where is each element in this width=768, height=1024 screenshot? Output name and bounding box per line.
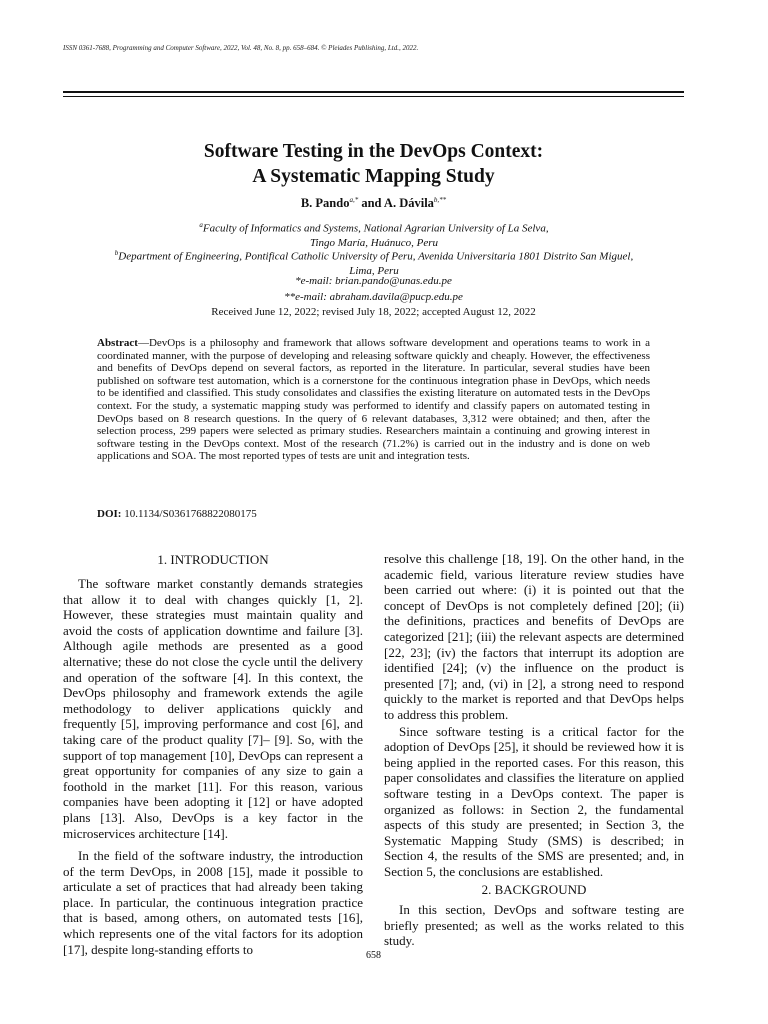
received-dates: Received June 12, 2022; revised July 18, 2022; accepted August 12, 2022	[211, 306, 536, 318]
intro-paragraph-1: The software market constantly demands strategies that allow it to deal with changes quickly [1, 2]. However, these strategies must maintain quality and avoid the costs of application downtime and failure [3]. Although agile methods are presented as a good alternative; these do not close the cycle until the delivery and operation of the software [4]. In this context, the DevOps philosophy and framework extends the agile methodology to deliver applications quickly and frequently [5], improving performance and cost [6], and taking care of the product quality [7]– [9]. So, with the support of top management [10], DevOps can represent a great opportunity for companies of any size to gain a foothold in the market [11]. For this reason, various companies have been adopting it [12] or have adopted plans [13]. Also, DevOps is a key factor in the microservices architecture [14].	[63, 576, 363, 841]
author-conjunction: and	[358, 196, 384, 211]
affiliation-b-line-1: Department of Engineering, Pontifical Catholic University of Peru, Avenida Universitaria 1801 Distrito San Miguel,	[118, 250, 634, 263]
paper-title-line-2: A Systematic Mapping Study	[252, 166, 495, 187]
left-column	[63, 576, 363, 957]
journal-citation-line: ISSN 0361-7688, Programming and Computer Software, 2022, Vol. 48, No. 8, pp. 658–684. © Pleiades Publishing, Ltd., 2022.	[63, 44, 419, 52]
right-column	[384, 551, 684, 879]
affiliation-b-line-2: Lima, Peru	[349, 264, 399, 277]
paper-title-line-1: Software Testing in the DevOps Context:	[203, 141, 544, 162]
doi-label: DOI:	[97, 508, 122, 520]
page-number: 658	[366, 950, 381, 961]
affiliation-a-line-1: Faculty of Informatics and Systems, National Agrarian University of La Selva,	[202, 222, 549, 235]
affiliation-a-line-2: Tingo María, Huánuco, Peru	[309, 236, 439, 249]
intro-paragraph-3: Since software testing is a critical factor for the adoption of DevOps [25], it should be reviewed how it is being applied in the reported cases. For this reason, this paper consolidates and classifies the literature on applied software testing in a DevOps context. The paper is organized as follows: in Section 2, the fundamental aspects of this study are presented; in Section 3, the Systematic Mapping Study (SMS) is described; in Section 4, the results of the SMS are presented; and, in Section 5, the conclusions are established.	[384, 723, 684, 879]
background-paragraph-1: In this section, DevOps and software testing are briefly presented; as well as the works related to this study.	[384, 902, 684, 949]
author-2-mark: b,**	[433, 196, 447, 204]
background-text	[384, 902, 684, 949]
abstract-label: Abstract	[97, 337, 138, 349]
abstract	[97, 337, 650, 463]
author-list	[63, 196, 684, 211]
doi	[97, 508, 650, 520]
author-2-email: **e-mail: abraham.davila@pucp.edu.pe	[284, 291, 463, 303]
affiliation-b-mark: b	[114, 249, 119, 257]
author-1-email: *e-mail: brian.pando@unas.edu.pe	[295, 275, 452, 287]
affiliation-a	[40, 218, 708, 250]
intro-paragraph-2-continued: resolve this challenge [18, 19]. On the other hand, in the academic field, various literature review studies have been carried out where: (i) it is pointed out that the concept of DevOps is not completely defined [20]; (ii) the definitions, practices and benefits of DevOps are categorized [21]; (iii) the relevant aspects are determined [22, 23]; (iv) the factors that interrupt its adoption are identified [24]; (v) the influence on the product is presented [7]; and, (vi) in [2], a strong need to respond quickly to the market is reported and that DevOps helps to address this problem.	[384, 551, 684, 722]
section-2-heading: 2. BACKGROUND	[481, 882, 587, 897]
section-1-heading: 1. INTRODUCTION	[157, 552, 269, 567]
author-1-mark: a,*	[349, 196, 359, 204]
abstract-text: —DevOps is a philosophy and framework that allows software development and operations teams to work in a coordinated manner, with the purpose of developing and releasing software quickly and cheaply. However, the effectiveness and benefits of DevOps depend on several factors, as reported in the literature. In particular, several studies have been published on software test automation, which is a cornerstone for the continuous integration phase in DevOps, which needs to be identified and classified. This study consolidates and classifies the existing literature on automated tests in the DevOps context. For the study, a systematic mapping study was performed to identify and classify papers on automated testing in DevOps based on 8 research questions. In the query of 6 relevant databases, 3,312 were obtained; and then, after the selection process, 299 papers were selected as primary studies. Researchers maintain a continuing and growing interest in software testing in the DevOps context. Most of the research (71.2%) is carried out in the industry and is done on web applications and SOA. The most reported types of tests are unit and integration tests.	[97, 337, 650, 463]
author-1-name: B. Pando	[300, 196, 350, 211]
header-rule-thin	[63, 96, 684, 97]
affiliation-b	[40, 246, 708, 278]
author-2-name: A. Dávila	[383, 196, 434, 211]
intro-paragraph-2: In the field of the software industry, the introduction of the term DevOps, in 2008 [15], made it possible to articulate a set of practices that had already been taking place. In particular, the continuous integration practice that is based, among others, on automated tests [16], which represents one of the vital factors for its adoption [17], despite long-standing efforts to	[63, 848, 363, 957]
affiliation-a-mark: a	[199, 221, 203, 229]
header-rule-thick	[63, 91, 684, 93]
doi-value: 10.1134/S0361768822080175	[121, 508, 257, 520]
